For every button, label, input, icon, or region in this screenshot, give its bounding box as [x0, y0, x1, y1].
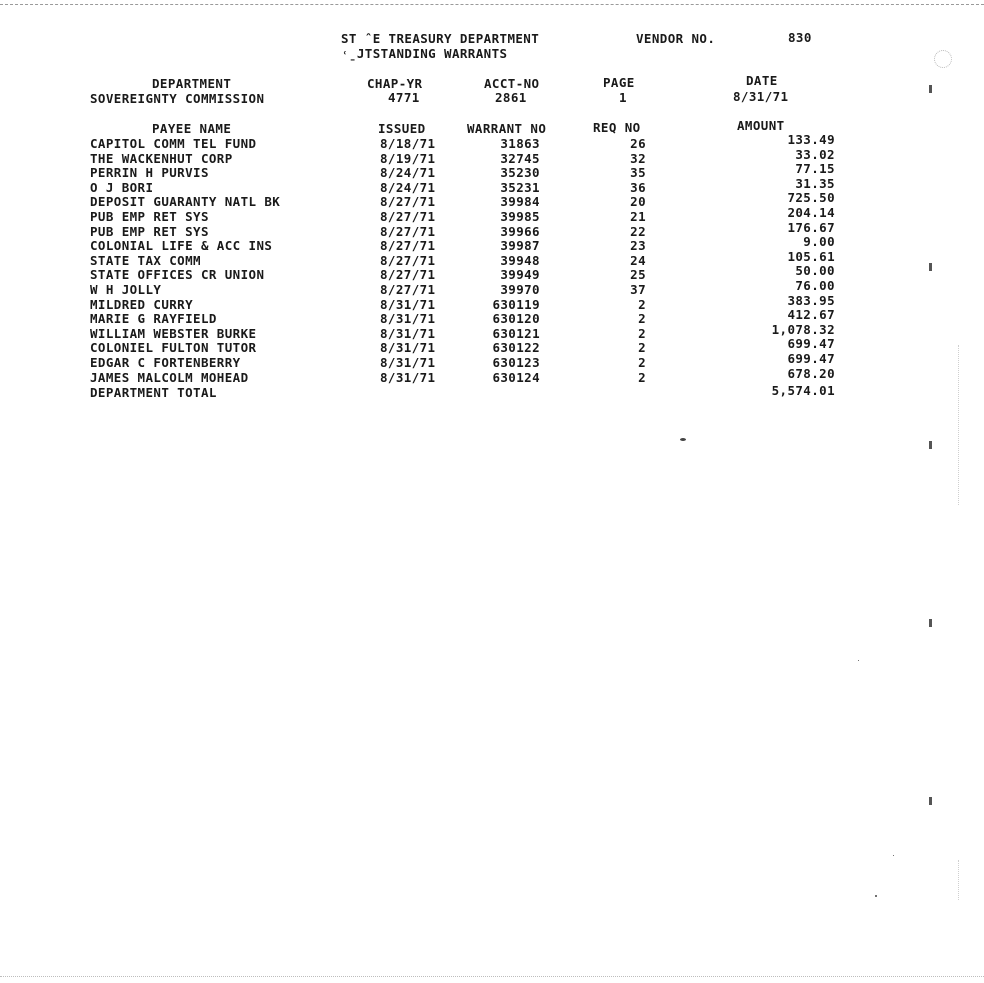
table-row	[0, 190, 984, 210]
issued-date: 8/27/71	[380, 194, 436, 210]
req-no: 35	[630, 165, 646, 181]
amount: 383.95	[787, 292, 835, 308]
table-row	[0, 278, 984, 298]
warrant-no: 39949	[500, 267, 540, 283]
table-row	[0, 219, 984, 240]
issued-date: 8/27/71	[380, 267, 436, 283]
scan-mark	[929, 619, 932, 627]
vendor-number: 830	[788, 30, 812, 45]
req-no: 25	[630, 267, 646, 283]
issued-date: 8/31/71	[380, 340, 436, 356]
payee-name: PERRIN H PURVIS	[90, 165, 209, 181]
ink-speck	[875, 895, 877, 897]
margin-smudge	[958, 860, 959, 900]
warrant-no: 39984	[500, 194, 540, 210]
table-row	[0, 263, 984, 283]
warrant-no: 31863	[500, 136, 540, 151]
scan-mark	[929, 797, 932, 805]
issued-date: 8/27/71	[380, 282, 436, 297]
table-row	[0, 248, 984, 269]
req-no: 21	[630, 209, 646, 224]
warrant-no: 630123	[492, 355, 540, 370]
payee-name: WILLIAM WEBSTER BURKE	[90, 325, 257, 341]
payee-name: CAPITOL COMM TEL FUND	[90, 136, 257, 151]
amount: 50.00	[795, 263, 835, 279]
scan-mark	[929, 85, 932, 93]
total-row	[0, 383, 984, 401]
issued-date: 8/31/71	[380, 325, 436, 341]
payee-name: JAMES MALCOLM MOHEAD	[90, 369, 249, 385]
ink-speck	[858, 660, 859, 661]
req-no: 24	[630, 252, 646, 268]
req-no: 37	[630, 282, 646, 297]
table-row	[0, 175, 984, 196]
amount: 33.02	[795, 146, 835, 162]
issued-date: 8/18/71	[380, 136, 436, 151]
acct-no-value: 2861	[495, 90, 527, 105]
margin-smudge	[958, 345, 959, 505]
ink-speck	[680, 438, 686, 441]
total-amount: 5,574.01	[771, 383, 835, 398]
col-header-amount: AMOUNT	[737, 118, 785, 133]
req-no: 23	[630, 238, 646, 254]
department-label: DEPARTMENT	[152, 76, 232, 91]
payee-name: O J BORI	[90, 179, 154, 195]
issued-date: 8/27/71	[380, 223, 436, 239]
date-label: DATE	[746, 73, 778, 88]
issued-date: 8/19/71	[380, 150, 436, 166]
amount: 133.49	[787, 132, 835, 147]
req-no: 2	[638, 355, 646, 370]
warrant-no: 39987	[500, 238, 540, 254]
table-row	[0, 307, 984, 327]
amount: 31.35	[795, 175, 835, 191]
warrant-no: 35230	[500, 165, 540, 181]
req-no: 2	[638, 369, 646, 385]
issued-date: 8/27/71	[380, 238, 436, 254]
req-no: 2	[638, 296, 646, 312]
payee-name: MILDRED CURRY	[90, 296, 194, 312]
table-row	[0, 161, 984, 181]
warrant-no: 630122	[492, 340, 540, 356]
scan-mark	[929, 263, 932, 271]
warrant-no: 630119	[492, 296, 540, 312]
table-row	[0, 351, 984, 371]
col-header-warrant: WARRANT NO	[467, 121, 547, 136]
amount: 176.67	[787, 219, 835, 235]
issued-date: 8/27/71	[380, 209, 436, 224]
warrant-no: 630121	[492, 325, 540, 341]
payee-name: STATE TAX COMM	[90, 252, 201, 268]
vendor-label: VENDOR NO.	[636, 31, 716, 46]
department-name: SOVEREIGNTY COMMISSION	[90, 91, 265, 106]
payee-name: COLONIAL LIFE & ACC INS	[90, 238, 273, 254]
table-row	[0, 336, 984, 356]
issued-date: 8/24/71	[380, 179, 436, 195]
warrant-no: 630120	[492, 311, 540, 327]
amount: 725.50	[787, 190, 835, 206]
payee-name: PUB EMP RET SYS	[90, 209, 209, 224]
table-row	[0, 146, 984, 167]
payee-name: W H JOLLY	[90, 282, 162, 297]
table-row	[0, 365, 984, 386]
req-no: 22	[630, 223, 646, 239]
report-title: ST ˆE TREASURY DEPARTMENT	[341, 31, 540, 46]
amount: 412.67	[787, 307, 835, 323]
scan-mark	[929, 441, 932, 449]
chap-yr-label: CHAP-YR	[367, 76, 423, 91]
req-no: 32	[630, 150, 646, 166]
table-row	[0, 205, 984, 225]
amount: 1,078.32	[771, 321, 835, 337]
bottom-perforation-line	[0, 976, 984, 977]
page-label: PAGE	[603, 75, 635, 90]
payee-name: MARIE G RAYFIELD	[90, 311, 217, 327]
issued-date: 8/31/71	[380, 311, 436, 327]
table-row	[0, 234, 984, 254]
payee-name: STATE OFFICES CR UNION	[90, 267, 265, 283]
amount: 9.00	[803, 234, 835, 250]
ink-speck	[893, 855, 894, 856]
amount: 699.47	[787, 336, 835, 352]
table-row	[0, 321, 984, 342]
warrant-no: 39966	[500, 223, 540, 239]
amount: 105.61	[787, 248, 835, 264]
amount: 699.47	[787, 351, 835, 366]
warrant-no: 39985	[500, 209, 540, 224]
req-no: 26	[630, 136, 646, 151]
col-header-req: REQ NO	[593, 120, 641, 135]
payee-name: DEPOSIT GUARANTY NATL BK	[90, 194, 281, 210]
payee-name: COLONIEL FULTON TUTOR	[90, 340, 257, 356]
req-no: 2	[638, 325, 646, 341]
warrant-no: 630124	[492, 369, 540, 385]
payee-name: PUB EMP RET SYS	[90, 223, 209, 239]
total-label: DEPARTMENT TOTAL	[90, 385, 217, 400]
issued-date: 8/27/71	[380, 252, 436, 268]
chap-yr-value: 4771	[388, 90, 420, 105]
date-value: 8/31/71	[733, 89, 789, 104]
page-number: 1	[619, 90, 627, 105]
issued-date: 8/31/71	[380, 355, 436, 370]
amount: 76.00	[795, 278, 835, 293]
col-header-issued: ISSUED	[378, 121, 426, 136]
top-perforation-line	[0, 4, 984, 5]
payee-name: EDGAR C FORTENBERRY	[90, 355, 241, 370]
amount: 204.14	[787, 205, 835, 220]
payee-name: THE WACKENHUT CORP	[90, 150, 233, 166]
issued-date: 8/31/71	[380, 369, 436, 385]
req-no: 20	[630, 194, 646, 210]
amount: 678.20	[787, 365, 835, 381]
issued-date: 8/31/71	[380, 296, 436, 312]
hole-punch-mark	[934, 50, 952, 68]
req-no: 36	[630, 179, 646, 195]
warrant-no: 39948	[500, 252, 540, 268]
report-subtitle: ˓ˍJTSTANDING WARRANTS	[341, 46, 508, 61]
table-row	[0, 132, 984, 152]
warrant-no: 32745	[500, 150, 540, 166]
table-row	[0, 292, 984, 313]
col-header-payee: PAYEE NAME	[152, 121, 232, 136]
amount: 77.15	[795, 161, 835, 177]
req-no: 2	[638, 311, 646, 327]
warrant-no: 35231	[500, 179, 540, 195]
acct-no-label: ACCT-NO	[484, 76, 540, 91]
req-no: 2	[638, 340, 646, 356]
warrant-no: 39970	[500, 282, 540, 297]
issued-date: 8/24/71	[380, 165, 436, 181]
